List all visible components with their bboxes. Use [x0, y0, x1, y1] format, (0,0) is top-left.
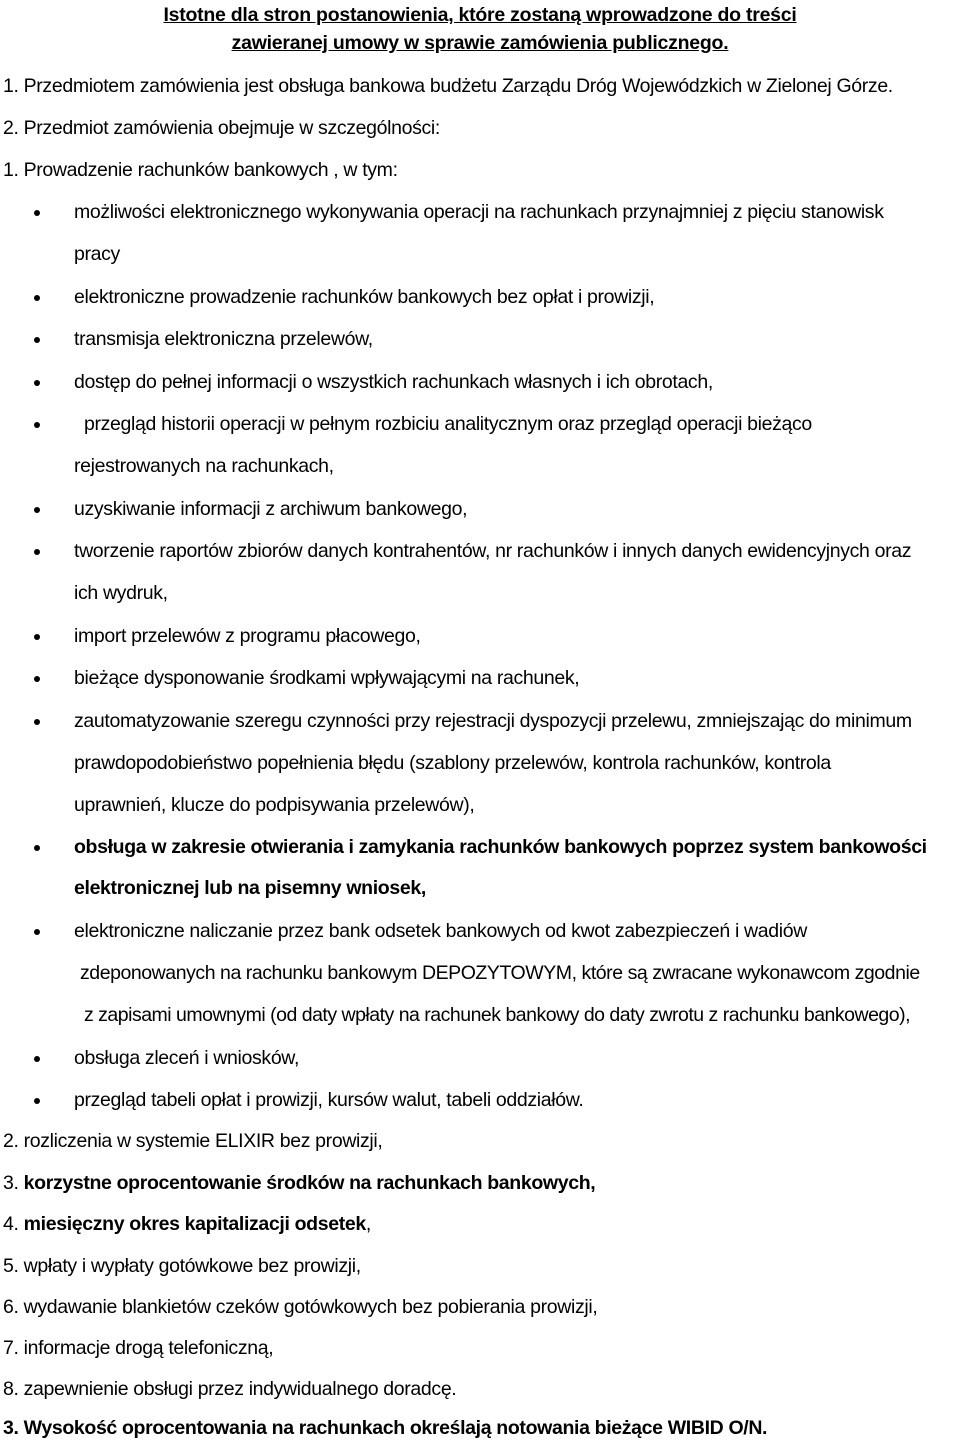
bullet-item-line: przegląd tabeli opłat i prowizji, kursów walut, tabeli oddziałów. [74, 1089, 584, 1111]
bullet-icon [34, 422, 40, 428]
bullet-icon [34, 634, 40, 640]
bullet-item-line: transmisja elektroniczna przelewów, [74, 328, 373, 350]
paragraph-2: 2. Przedmiot zamówienia obejmuje w szczególności: [3, 117, 440, 139]
bullet-item-line: tworzenie raportów zbiorów danych kontrahentów, nr rachunków i innych danych ewidencyjnych oraz [74, 540, 912, 562]
numbered-item-3: 3. korzystne oprocentowanie środków na rachunkach bankowych, [3, 1172, 596, 1194]
bullet-item-line: prawdopodobieństwo popełnienia błędu (szablony przelewów, kontrola rachunków, kontrola [74, 752, 831, 774]
bullet-icon [34, 295, 40, 301]
bullet-icon [34, 337, 40, 343]
bullet-item-line-bold: obsługa w zakresie otwierania i zamykania rachunków bankowych poprzez system bankowości [74, 836, 927, 858]
document-title-line-1: Istotne dla stron postanowienia, które zostaną wprowadzone do treści [163, 4, 797, 26]
numbered-item-4: 4. miesięczny okres kapitalizacji odsetek, [3, 1213, 371, 1235]
numbered-item-2: 2. rozliczenia w systemie ELIXIR bez prowizji, [3, 1130, 383, 1152]
bullet-icon [34, 1056, 40, 1062]
bullet-icon [34, 845, 40, 851]
bullet-item-line: pracy [74, 243, 120, 265]
bullet-item-line: możliwości elektronicznego wykonywania operacji na rachunkach przynajmniej z pięciu stanowisk [74, 201, 884, 223]
bullet-item-line: uzyskiwanie informacji z archiwum bankowego, [74, 498, 468, 520]
section-1-heading: 1. Prowadzenie rachunków bankowych , w tym: [3, 159, 398, 181]
paragraph-1: 1. Przedmiotem zamówienia jest obsługa bankowa budżetu Zarządu Dróg Wojewódzkich w Zielonej Górze. [3, 75, 893, 97]
bullet-item-line: dostęp do pełnej informacji o wszystkich rachunkach własnych i ich obrotach, [74, 371, 713, 393]
bullet-icon [34, 676, 40, 682]
bullet-item-line: z zapisami umownymi (od daty wpłaty na rachunek bankowy do daty zwrotu z rachunku bankowego), [84, 1004, 911, 1026]
bullet-icon [34, 929, 40, 935]
bullet-icon [34, 719, 40, 725]
bullet-item-line: obsługa zleceń i wniosków, [74, 1047, 300, 1069]
bullet-icon [34, 507, 40, 513]
bullet-item-line: bieżące dysponowanie środkami wpływającymi na rachunek, [74, 667, 580, 689]
numbered-item-7: 7. informacje drogą telefoniczną, [3, 1337, 274, 1359]
bullet-item-line: przegląd historii operacji w pełnym rozbiciu analitycznym oraz przegląd operacji bieżąco [84, 413, 812, 435]
bullet-item-line: uprawnień, klucze do podpisywania przelewów), [74, 794, 475, 816]
bullet-item-line: ich wydruk, [74, 582, 168, 604]
bullet-item-line: zautomatyzowanie szeregu czynności przy rejestracji dyspozycji przelewu, zmniejszając do minimum [74, 710, 912, 732]
bullet-item-line: rejestrowanych na rachunkach, [74, 455, 334, 477]
bullet-item-line: import przelewów z programu płacowego, [74, 625, 421, 647]
bullet-icon [34, 210, 40, 216]
bullet-icon [34, 1098, 40, 1104]
numbered-item-5: 5. wpłaty i wypłaty gotówkowe bez prowizji, [3, 1255, 361, 1277]
document-title-line-2: zawieranej umowy w sprawie zamówienia publicznego. [231, 32, 729, 54]
bullet-icon [34, 380, 40, 386]
bullet-item-line: zdeponowanych na rachunku bankowym DEPOZYTOWYM, które są zwracane wykonawcom zgodnie [80, 962, 920, 984]
section-3-heading: 3. Wysokość oprocentowania na rachunkach określają notowania bieżące WIBID O/N. [3, 1417, 768, 1439]
bullet-item-line: elektroniczne prowadzenie rachunków bankowych bez opłat i prowizji, [74, 286, 655, 308]
bullet-item-line-bold: elektronicznej lub na pisemny wniosek, [74, 877, 426, 899]
numbered-item-8: 8. zapewnienie obsługi przez indywidualnego doradcę. [3, 1378, 457, 1400]
bullet-item-line: elektroniczne naliczanie przez bank odsetek bankowych od kwot zabezpieczeń i wadiów [74, 920, 807, 942]
numbered-item-6: 6. wydawanie blankietów czeków gotówkowych bez pobierania prowizji, [3, 1296, 598, 1318]
bullet-icon [34, 549, 40, 555]
